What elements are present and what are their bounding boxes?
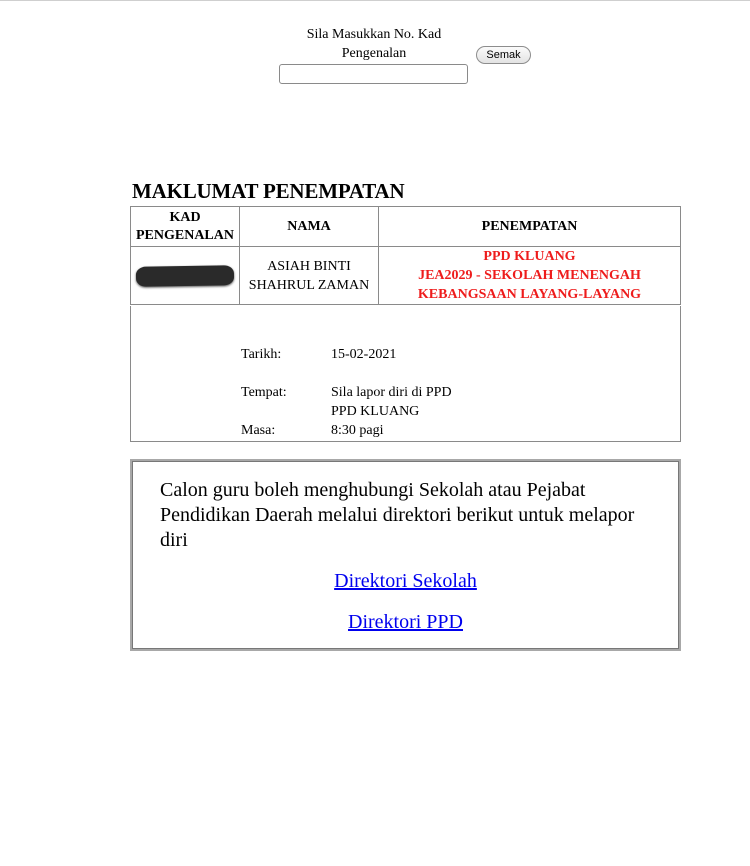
masa-value: 8:30 pagi [331,423,384,438]
directory-info-box [130,459,681,651]
ic-number-input[interactable] [279,64,468,84]
tempat-label: Tempat: [241,385,287,400]
cell-nama: ASIAH BINTI SHAHRUL ZAMAN [240,247,379,305]
header-penempatan: PENEMPATAN [379,207,681,247]
placement-table [130,206,681,305]
header-nama: NAMA [240,207,379,247]
placement-ppd: PPD KLUANG [483,249,576,264]
header-ic: KAD PENGENALAN [131,207,240,247]
tempat-value-1: Sila lapor diri di PPD [331,385,452,400]
info-text: Calon guru boleh menghubungi Sekolah atau Pejabat Pendidikan Daerah melalui direktori berikut untuk melapor diri [160,479,635,551]
tarikh-value: 15-02-2021 [331,347,397,362]
placement-school: JEA2029 - SEKOLAH MENENGAH KEBANGSAAN LAYANG-LAYANG [417,268,642,302]
report-details [130,306,681,442]
tempat-value-2: PPD KLUANG [331,404,420,419]
direktori-sekolah-link[interactable]: Direktori Sekolah [334,570,477,592]
redaction-mark [136,265,234,287]
search-label: Sila Masukkan No. Kad Pengenalan [306,27,442,61]
cell-penempatan [379,247,681,305]
cell-ic [131,247,240,305]
section-title: MAKLUMAT PENEMPATAN [132,179,405,203]
table-row [131,247,681,305]
semak-button[interactable]: Semak [476,46,531,64]
masa-label: Masa: [241,423,276,438]
direktori-ppd-link[interactable]: Direktori PPD [348,611,463,633]
tarikh-label: Tarikh: [241,347,282,362]
table-header-row [131,207,681,247]
